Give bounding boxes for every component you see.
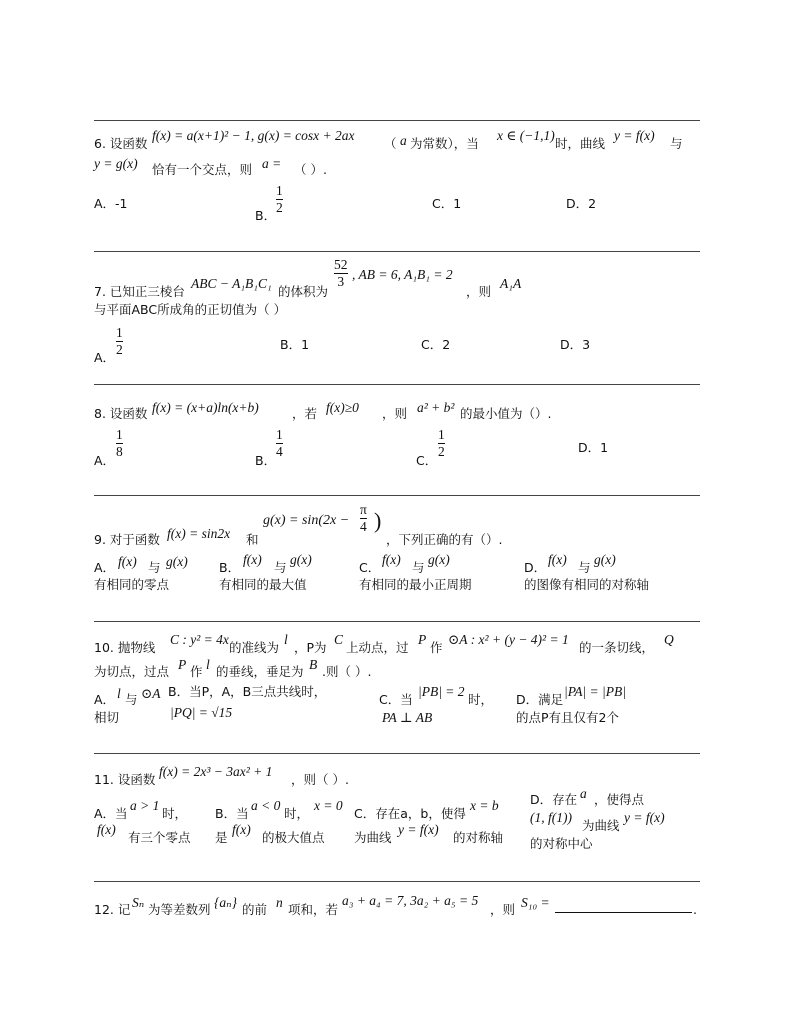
q11-option-d-pre: 为曲线 [582,818,620,833]
q6-text-4: 与 [670,136,683,151]
q8-option-b-label: B． [255,453,277,468]
q10-option-b-math: |PQ| = √15 [170,705,233,720]
q10-line2-c: 的垂线，垂足为 [216,664,304,679]
q7-prefix: 7. 已知正三棱台 [94,284,185,299]
q7-condition: , AB = 6, A₁B₁ = 2 [352,267,453,282]
q6-prefix: 6. 设函数 [94,136,148,151]
q10-option-c-cond: |PB| = 2 [418,684,465,699]
q8-option-c-fraction [438,428,445,459]
q10-text-4: 作 [430,640,443,655]
q8-mid: ，若 [292,406,318,421]
q7-option-a-fraction [116,326,123,357]
q8-option-a-den: 8 [116,444,123,459]
q10-option-b-text: B．当P，A，B三点共线时， [168,684,327,699]
q10-text-3: 上动点，过 [346,640,409,655]
divider-q8 [94,384,700,385]
q12-condition: a₃ + a₄ = 7, 3a₂ + a₅ = 5 [342,893,479,908]
q6-option-c: C．1 [432,196,462,211]
q10-option-c-math: PA ⊥ AB [382,710,433,725]
divider-q12 [94,881,700,882]
q7-edge: A₁A [500,276,522,291]
q10-circle: ⊙A : x² + (y − 4)² = 1 [448,632,569,647]
q10-prefix: 10. 抛物线 [94,640,156,655]
q8-option-a-label: A． [94,453,116,468]
q6-curve: y = f(x) [614,128,655,143]
q11-prefix: 11. 设函数 [94,772,156,787]
q11-option-b-x0: x = 0 [314,798,343,813]
q9-tail: ，下列正确的有（）. [386,532,503,547]
q6-option-b-num: 1 [276,183,283,198]
q11-option-b-label: B．当 [215,806,249,821]
q11-function: f(x) = 2x³ − 3ax² + 1 [159,764,273,779]
q10-text-1: 的准线为 [229,640,280,655]
q11-option-d-a: a [580,786,587,801]
q8-expression: a² + b² [417,400,455,415]
q7-option-b: B．1 [280,337,310,352]
answer-blank[interactable] [555,912,692,913]
q6-a-var: a [400,133,407,148]
q9-f: f(x) = sin2x [167,526,231,541]
q6-condition: x ∈ (−1,1) [497,128,555,143]
q11-option-d-point: (1, f(1)) [530,810,572,825]
q6-ask: a = [262,156,282,171]
q7-then: ，则 [466,284,492,299]
q11-option-a-when: 时， [162,806,188,821]
q8-option-c-label: C． [416,453,438,468]
q12-text-2: 的前 [242,902,268,917]
divider-q9 [94,495,700,496]
q9-option-c-label: C． [359,560,381,575]
q10-line2-b: 作 [190,664,203,679]
divider-q10 [94,621,700,622]
q8-prefix: 8. 设函数 [94,406,148,421]
q10-line2-a: 为切点，过点 [94,664,170,679]
q9-option-b-yu: 与 [274,560,287,575]
q7-volume-num: 52 [334,257,348,272]
q6-line2-math: y = g(x) [94,156,138,171]
q11-option-b-cond: a < 0 [251,798,281,813]
q9-option-d-label: D． [524,560,547,575]
q11-option-d-text: 的对称中心 [530,836,593,851]
q8-option-a-num: 1 [116,427,123,442]
q11-option-b-fx: f(x) [232,822,251,837]
q12-text-4: ，则 [490,902,516,917]
q9-pi-over-4 [360,503,367,534]
q6-text-1: （ [384,136,397,151]
q7-frustum: ABC − A₁B₁C₁ [191,276,272,291]
q9-option-b-label: B． [219,560,241,575]
q6-line2-text: 恰有一个交点，则 [152,162,253,177]
q7-option-c: C．2 [421,337,451,352]
q10-option-c-when: 时， [468,692,494,707]
q11-option-b-when: 时， [284,806,310,821]
q11-option-d-curve: y = f(x) [624,810,665,825]
q10-P: P [418,632,427,647]
q11-option-c-xb: x = b [470,798,499,813]
divider-q7 [94,251,700,252]
q12-text-1: 为等差数列 [148,902,211,917]
q7-volume-text: 的体积为 [278,284,329,299]
q11-option-d-label: D．存在 [530,792,578,807]
q7-line2: 与平面ABC所成角的正切值为（ ） [94,302,287,317]
q9-prefix: 9. 对于函数 [94,532,160,547]
q12-text-3: 项和，若 [288,902,339,917]
q6-option-d: D．2 [566,196,597,211]
q10-option-a-text: 相切 [94,710,120,725]
q8-option-b-den: 4 [276,444,283,459]
q6-text-2: 为常数），当 [410,136,479,151]
q10-line2-d: .则（ ）. [322,664,372,679]
q10-text-5: 的一条切线， [579,640,655,655]
q7-volume-fraction [334,258,348,289]
q6-option-b-fraction [276,184,283,215]
q10-l2: l [206,657,210,672]
divider-q11 [94,753,700,754]
q6-option-b-label: B． [255,208,277,223]
q6-text-3: 时，曲线 [555,136,606,151]
q9-option-b-fx: f(x) [243,552,262,567]
q6-option-a: A．-1 [94,196,128,211]
q11-option-c-label: C．存在a，b，使得 [354,806,466,821]
q8-then: ，则 [382,406,408,421]
q12-prefix: 12. 记 [94,902,131,917]
q11-option-a-cond: a > 1 [130,798,160,813]
q9-option-a-label: A． [94,560,116,575]
q7-option-a-den: 2 [116,342,123,357]
q12-Sn: Sₙ [132,895,145,910]
q9-option-a-fx: f(x) [118,554,137,569]
q10-option-a-yu: 与 [125,692,138,707]
q10-option-d-label: D．满足 [516,692,564,707]
q11-option-a-label: A．当 [94,806,128,821]
q9-option-c-text: 有相同的最小正周期 [359,577,472,592]
q9-option-b-text: 有相同的最大值 [219,577,307,592]
q10-C: C [334,632,344,647]
q9-pi: π [360,502,367,517]
q11-option-c-curve: y = f(x) [398,822,439,837]
q7-option-a-label: A． [94,350,116,365]
q10-option-d-math: |PA| = |PB| [564,684,626,699]
q6-function-defs: f(x) = a(x+1)² − 1, g(x) = cosx + 2ax [152,128,355,143]
q12-an: {aₙ} [214,895,238,910]
q8-condition: f(x)≥0 [326,400,359,415]
q9-g-left: g(x) = sin(2x − [263,513,350,528]
q7-volume-den: 3 [337,274,345,289]
q8-option-d: D．1 [578,440,609,455]
q6-option-b-den: 2 [276,200,283,215]
q10-B: B [309,657,318,672]
q9-g-right: ) [374,508,382,533]
q8-option-b-num: 1 [276,427,283,442]
q9-and: 和 [246,532,259,547]
q10-text-2: ，P为 [294,640,327,655]
q9-option-d-fx: f(x) [548,552,567,567]
q10-option-c-label: C．当 [379,692,413,707]
q10-l: l [284,632,288,647]
q7-option-a-num: 1 [116,325,123,340]
q9-option-c-yu: 与 [412,560,425,575]
q11-option-b-is: 是 [215,830,228,845]
q8-function: f(x) = (x+a)ln(x+b) [152,400,259,415]
q8-tail: 的最小值为（）. [460,406,552,421]
q9-option-d-text: 的图像有相同的对称轴 [524,577,650,592]
q9-four: 4 [360,519,367,534]
q11-option-a-text: 有三个零点 [128,830,191,845]
q9-option-d-gx: g(x) [594,552,616,567]
q12-S10: S₁₀ = [521,895,550,910]
q8-option-b-fraction [276,428,283,459]
q11-tail: ，则（ ）. [291,772,349,787]
q10-parabola: C : y² = 4x [170,632,229,647]
q7-option-d: D．3 [560,337,591,352]
q9-option-d-yu: 与 [578,560,591,575]
q10-P2: P [178,657,187,672]
q11-option-a-fx: f(x) [97,822,116,837]
q8-option-c-num: 1 [438,427,445,442]
q9-option-b-gx: g(x) [290,552,312,567]
q11-option-c-text: 的对称轴 [453,830,504,845]
q8-option-a-fraction [116,428,123,459]
q12-end: . [693,902,697,917]
q9-option-a-yu: 与 [148,560,161,575]
divider-q6 [94,120,700,121]
q9-option-c-gx: g(x) [428,552,450,567]
q11-option-b-text: 的极大值点 [262,830,325,845]
q12-n: n [276,895,283,910]
q9-option-a-gx: g(x) [166,554,188,569]
q10-Q: Q [664,632,674,647]
q8-option-c-den: 2 [438,444,445,459]
q10-option-a-label: A． [94,692,116,707]
q10-option-a-circle: ⊙A [141,686,161,701]
q9-option-c-fx: f(x) [382,552,401,567]
q6-ask-tail: （ ）. [294,162,327,177]
q11-option-c-pre: 为曲线 [354,830,392,845]
q10-option-d-text: 的点P有且仅有2个 [516,710,619,725]
q9-option-a-text: 有相同的零点 [94,577,170,592]
q10-option-a-l: l [117,686,121,701]
q11-option-d-mid: ，使得点 [594,792,645,807]
